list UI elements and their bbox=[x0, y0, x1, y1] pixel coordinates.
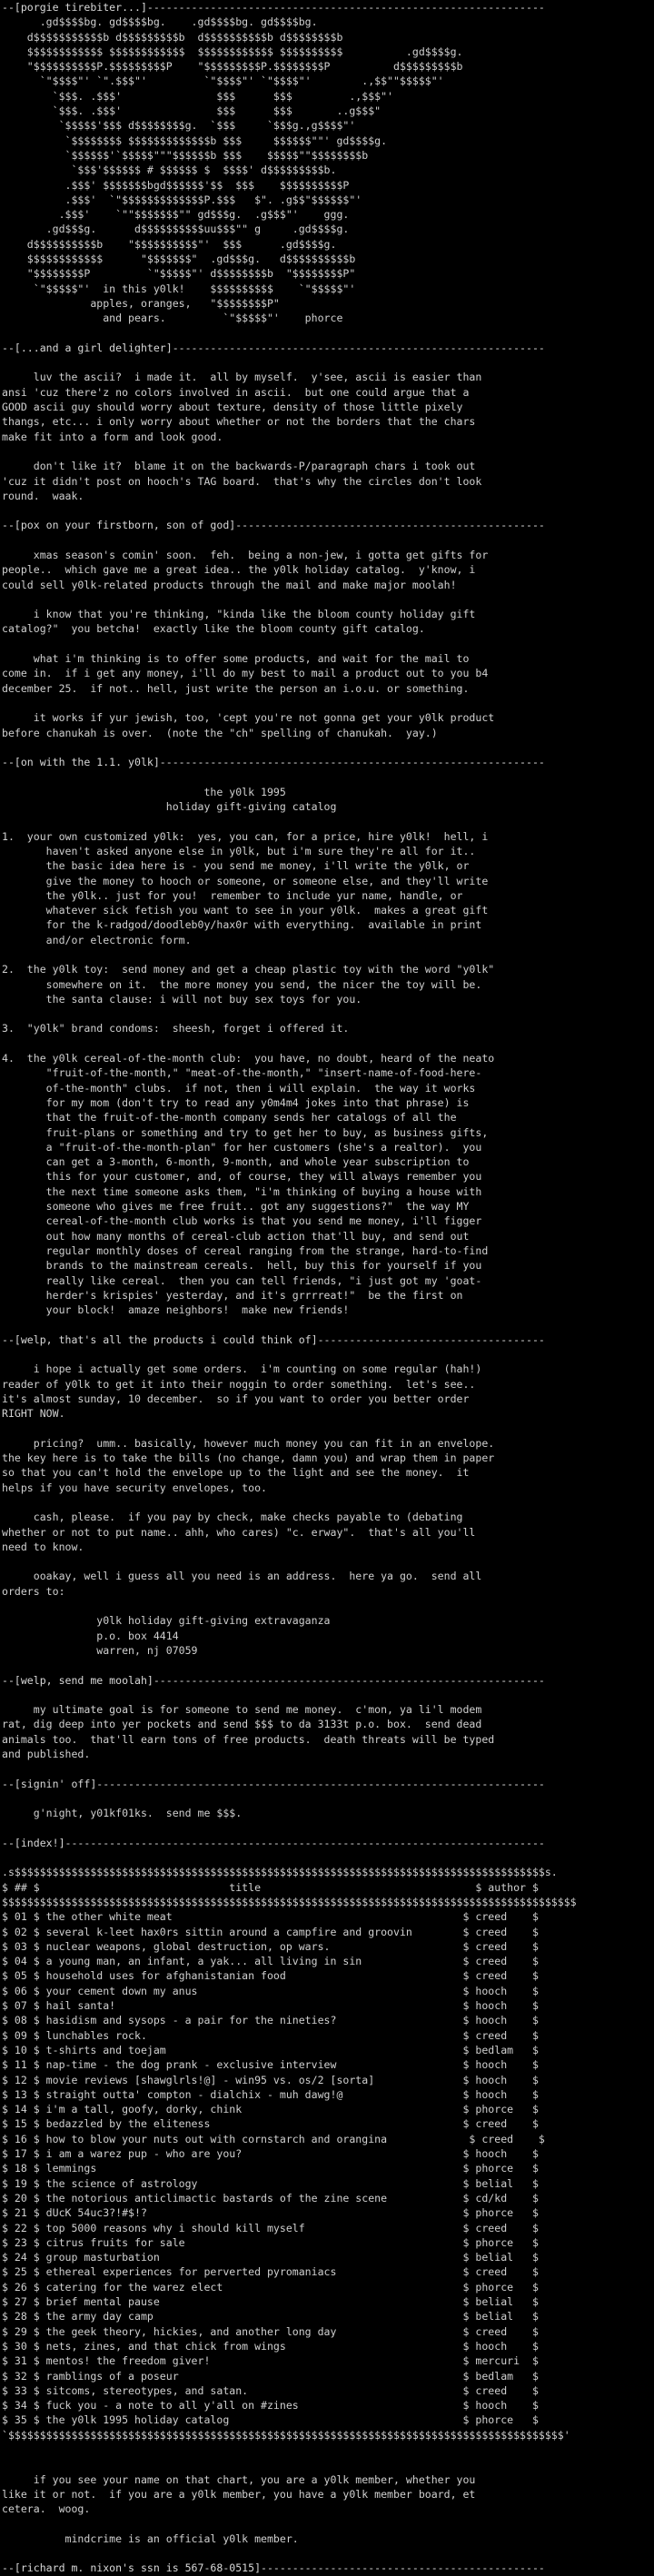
section-heading: --[signin' off]----------------------------------------------------------------------- bbox=[2, 1777, 545, 1790]
section-heading: --[welp, that's all the products i could think of]------------------------------------ bbox=[2, 1333, 545, 1346]
section-heading: --[pox on your firstborn, son of god]------------------------------------------------- bbox=[2, 519, 545, 532]
footer-line: --[richard m. nixon's ssn is 567-68-0515]--------------------------------------------- bbox=[2, 2561, 545, 2575]
index-heading: --[index!]---------------------------------------------------------------------------- bbox=[2, 1836, 545, 1849]
section-body: g'night, y01kf01ks. send me $$$. bbox=[33, 1807, 243, 1820]
ascii-art-logo: .gd$$$$bg. gd$$$$bg. .gd$$$$bg. gd$$$$bg. d$$$$$$$$$$$b d$$$$$$$$$b d$$$$$$$$$$b d$$$$$$$$b $$$$$$$$$$$$ $$$$$$$$$$$$ $$$$$$$$$$$$ $$$$$$$$$$ .gd$$$$g. "$$$$$$$$$$P.$$$$$$$$$P "$$$$$$$$$P.$$$$$$$$P d$$$$$$$$$b `"$$$$"' `".$$$"' `"$$$$"' `"$$$$"' .,$$""$$$$$"' `$$$. .$$$' $$$ $$$ .,$$$"' `$$$. .$$$' $$$ $$$ ..g$$$" `$$$$$'$$$ d$$$$$$$$g. `$$$ `$$$g.,g$$$$"' `$$$$$$$$ $$$$$$$$$$$$$b $$$ $$$$$$""' gd$$$$g. `$$$$$$'`$$$$$"""$$$$$$b $$$ $$$$$""$$$$$$$$b `$$$'$$$$$$ # $$$$$$ $ $$$$' d$$$$$$$$$b. .$$$' $$$$$$$bgd$$$$$$'$$ $$$ $$$$$$$$$$P .$$$' `"$$$$$$$$$$$$$P.$$$ $". .g$$"$$$$$$"' .$$$' `""$$$$$$$"" gd$$$g. .g$$$"' ggg. .gd$$$g. d$$$$$$$$$$uu$$$"" g .gd$$$$g. d$$$$$$$$$$b "$$$$$$$$$$"' $$$ .gd$$$$g. $$$$$$$$$$$$ "$$$$$$$" .gd$$$g. d$$$$$$$$$$b "$$$$$$$$P `"$$$$$"' d$$$$$$$$b "$$$$$$$$P" `"$$$$$"' in this y0lk! $$$$$$$$$$ `"$$$$$"' apples, oranges, "$$$$$$$$P" and pears. `"$$$$$"' phorce bbox=[26, 15, 463, 325]
section-heading: --[on with the 1.1. y0lk]------------------------------------------------------------- bbox=[2, 756, 545, 769]
section-body: luv the ascii? i made it. all by myself. y'see, ascii is easier than ansi 'cuz there'z no colors involved in ascii. but one could argue that a GOOD ascii guy should worry about texture, density of those little pixely thangs, etc... i only worry about whether or not the borders that the chars make fit into a form and look good. don't like it? blame it on the backwards-P/paragraph chars i took out 'cuz it didn't post on hooch's TAG board. that's why the circles don't look round. waak. bbox=[2, 371, 482, 502]
section-body: i hope i actually get some orders. i'm counting on some regular (hah!) reader of y0lk to get it into their noggin to order something. let's see.. it's almost sunday, 10 december. so if you want to order you better order RIGHT NOW. pricing? umm.. basically, however much money you can fit in an envelope. the key here is to take the bills (no change, damn you) and wrap them in paper so that you can't hold the envelope up to the light and see the money. it helps if you have security envelopes, too. cash, please. if you pay by check, make checks payable to (debating whether or not to put name.. ahh, who cares) "c. erway". that's all you'll need to know. ooakay, well i guess all you need is an address. here ya go. send all orders to: y0lk holiday gift-giving extravaganza p.o. box 4414 warren, nj 07059 bbox=[2, 1362, 495, 1657]
index-table: .s$$$$$$$$$$$$$$$$$$$$$$$$$$$$$$$$$$$$$$$$$$$$$$$$$$$$$$$$$$$$$$$$$$$$$$$$$$$$$$$$$$$$s. $ ## $ title $ author $ $$$$$$$$$$$$$$$$$$$$$$$$$$$$$$$$$$$$$$$$$$$$$$$$$$$$$$$$$$$$$$$$$$$$$$$$$$$$$$$$$$$$$$$$$$$ $ 01 $ the other white meat $ creed $ $ 02 $ several k-leet hax0rs sittin around a campfire and groovin $ creed $ $ 03 $ nuclear weapons, global destruction, op wars. $ creed $ $ 04 $ a young man, an infant, a yak... all living in sin $ creed $ $ 05 $ household uses for afghanistanian food $ creed $ $ 06 $ your cement down my anus $ hooch $ $ 07 $ hail santa! $ hooch $ $ 08 $ hasidism and sysops - a pair for the nineties? $ hooch $ $ 09 $ lunchables rock. $ creed $ $ 10 $ t-shirts and toejam $ bedlam $ $ 11 $ nap-time - the dog prank - exclusive interview $ hooch $ $ 12 $ movie reviews [shawglrls!@] - win95 vs. os/2 [sorta] $ hooch $ $ 13 $ straight outta' compton - dialchix - muh dawg!@ $ hooch $ $ 14 $ i'm a tall, goofy, dorky, chink $ phorce $ $ 15 $ bedazzled by the eliteness $ creed $ $ 16 $ how to blow your nuts out with cornstarch and orangina $ creed $ $ 17 $ i am a warez pup - who are you? $ hooch $ $ 18 $ lemmings $ phorce $ $ 19 $ the science of astrology $ belial $ $ 20 $ the notorious anticlimactic bastards of the zine scene $ cd/kd $ $ 21 $ dUcK 54uc3?!#$!? $ phorce $ $ 22 $ top 5000 reasons why i should kill myself $ creed $ $ 23 $ citrus fruits for sale $ phorce $ $ 24 $ group masturbation $ belial $ $ 25 $ ethereal experiences for perverted pyromaniacs $ creed $ $ 26 $ catering for the warez elect $ phorce $ $ 27 $ brief mental pause $ belial $ $ 28 $ the army day camp $ belial $ $ 29 $ the geek theory, hickies, and another long day $ creed $ $ 30 $ nets, zines, and that chick from wings $ hooch $ $ 31 $ mentos! the freedom giver! $ mercuri $ $ 32 $ ramblings of a poseur $ bedlam $ $ 33 $ sitcoms, stereotypes, and satan. $ creed $ $ 34 $ fuck you - a note to all y'all on #zines $ hooch $ $ 35 $ the y0lk 1995 holiday catalog $ phorce $ `$$$$$$$$$$$$$$$$$$$$$$$$$$$$$$$$$$$$$$$$$$$$$$$$$$$$$$$$$$$$$$$$$$$$$$$$$$$$$$$$$$$$$$$$' bbox=[2, 1866, 577, 2442]
closing-text: if you see your name on that chart, you are a y0lk member, whether you like it or not. if you are a y0lk member, you have a y0lk member board, et cetera. woog. mindcrime is an official y0lk member. bbox=[2, 2472, 476, 2545]
section-heading: --[welp, send me moolah]-------------------------------------------------------------- bbox=[2, 1673, 545, 1687]
section-body: xmas season's comin' soon. feh. being a non-jew, i gotta get gifts for people.. which gave me a great idea.. the y0lk holiday catalog. y'know, i could sell y0lk-related products through the mail and make major moolah! i know that you're thinking, "kinda like the bloom county holiday gift catalog?" you betcha! exactly like the bloom county gift catalog. what i'm thinking is to offer some products, and wait for the mail to come in. if i get any money, i'll do my best to mail a product out to you b4 december 25. if not.. hell, just write the person an i.o.u. or something. it works if yur jewish, too, 'cept you're not gonna get your y0lk product before chanukah is over. (note the "ch" spelling of chanukah. yay.) bbox=[2, 548, 495, 739]
section-heading: --[...and a girl delighter]----------------------------------------------------------- bbox=[2, 341, 545, 354]
heading-top: --[porgie tirebiter...]--------------------------------------------------------------- bbox=[2, 1, 545, 14]
section-body: the y0lk 1995 holiday gift-giving catalog 1. your own customized y0lk: yes, you can, for a price, hire y0lk! hell, i haven't asked anyone else in y0lk, but i'm sure they're all for it.. the basic idea here is - you send me money, i'll write the y0lk, or give the money to hooch or someone, or someone else, and they'll write the y0lk.. just for you! remember to include yur name, handle, or whatever sick fetish you want to see in your y0lk. makes a great gift for the k-radgod/doodleb0y/hax0r with everything. available in print and/or electronic form. 2. the y0lk toy: send money and get a cheap plastic toy with the word "y0lk" somewhere on it. the more money you send, the nicer the toy will be. the santa clause: i will not buy sex toys for you. 3. "y0lk" brand condoms: sheesh, forget i offered it. 4. the y0lk cereal-of-the-month club: you have, no doubt, heard of the neato "fruit-of-the-month," "meat-of-the-month," "insert-name-of-food-here- of-the-month" clubs. if not, then i will explain. the way it works for my mom (don't try to read any y0m4m4 jokes into that phrase) is that the fruit-of-the-month company sends her catalogs of all the fruit-plans or something and try to get her to buy, as business gifts, a "fruit-of-the-month-plan" for her customers (she's a realtor). you can get a 3-month, 6-month, 9-month, and whole year subscription to this for your customer, and, of course, they will always remember you the next time someone asks them, "i'm thinking of buying a house with someone who gives me free fruit.. got any suggestions?" the way MY cereal-of-the-month club works is that you send me money, i'll figger out how many months of cereal-club action that'll buy, and send out regular monthly doses of cereal ranging from the strange, hard-to-find brands to the mainstream cereals. hell, buy this for yourself if you really like cereal. then you can tell friends, "i just got my 'goat- herder's krispies' yesterday, and it's grrrreat!" be the first on your block! amaze neighbors! make new friends! bbox=[2, 785, 495, 1317]
section-body: my ultimate goal is for someone to send me money. c'mon, ya li'l modem rat, dig deep into yer pockets and send $$$ to da 3133t p.o. box. send dead animals too. that'll earn tons of free products. death threats will be typed and published. bbox=[2, 1703, 495, 1761]
